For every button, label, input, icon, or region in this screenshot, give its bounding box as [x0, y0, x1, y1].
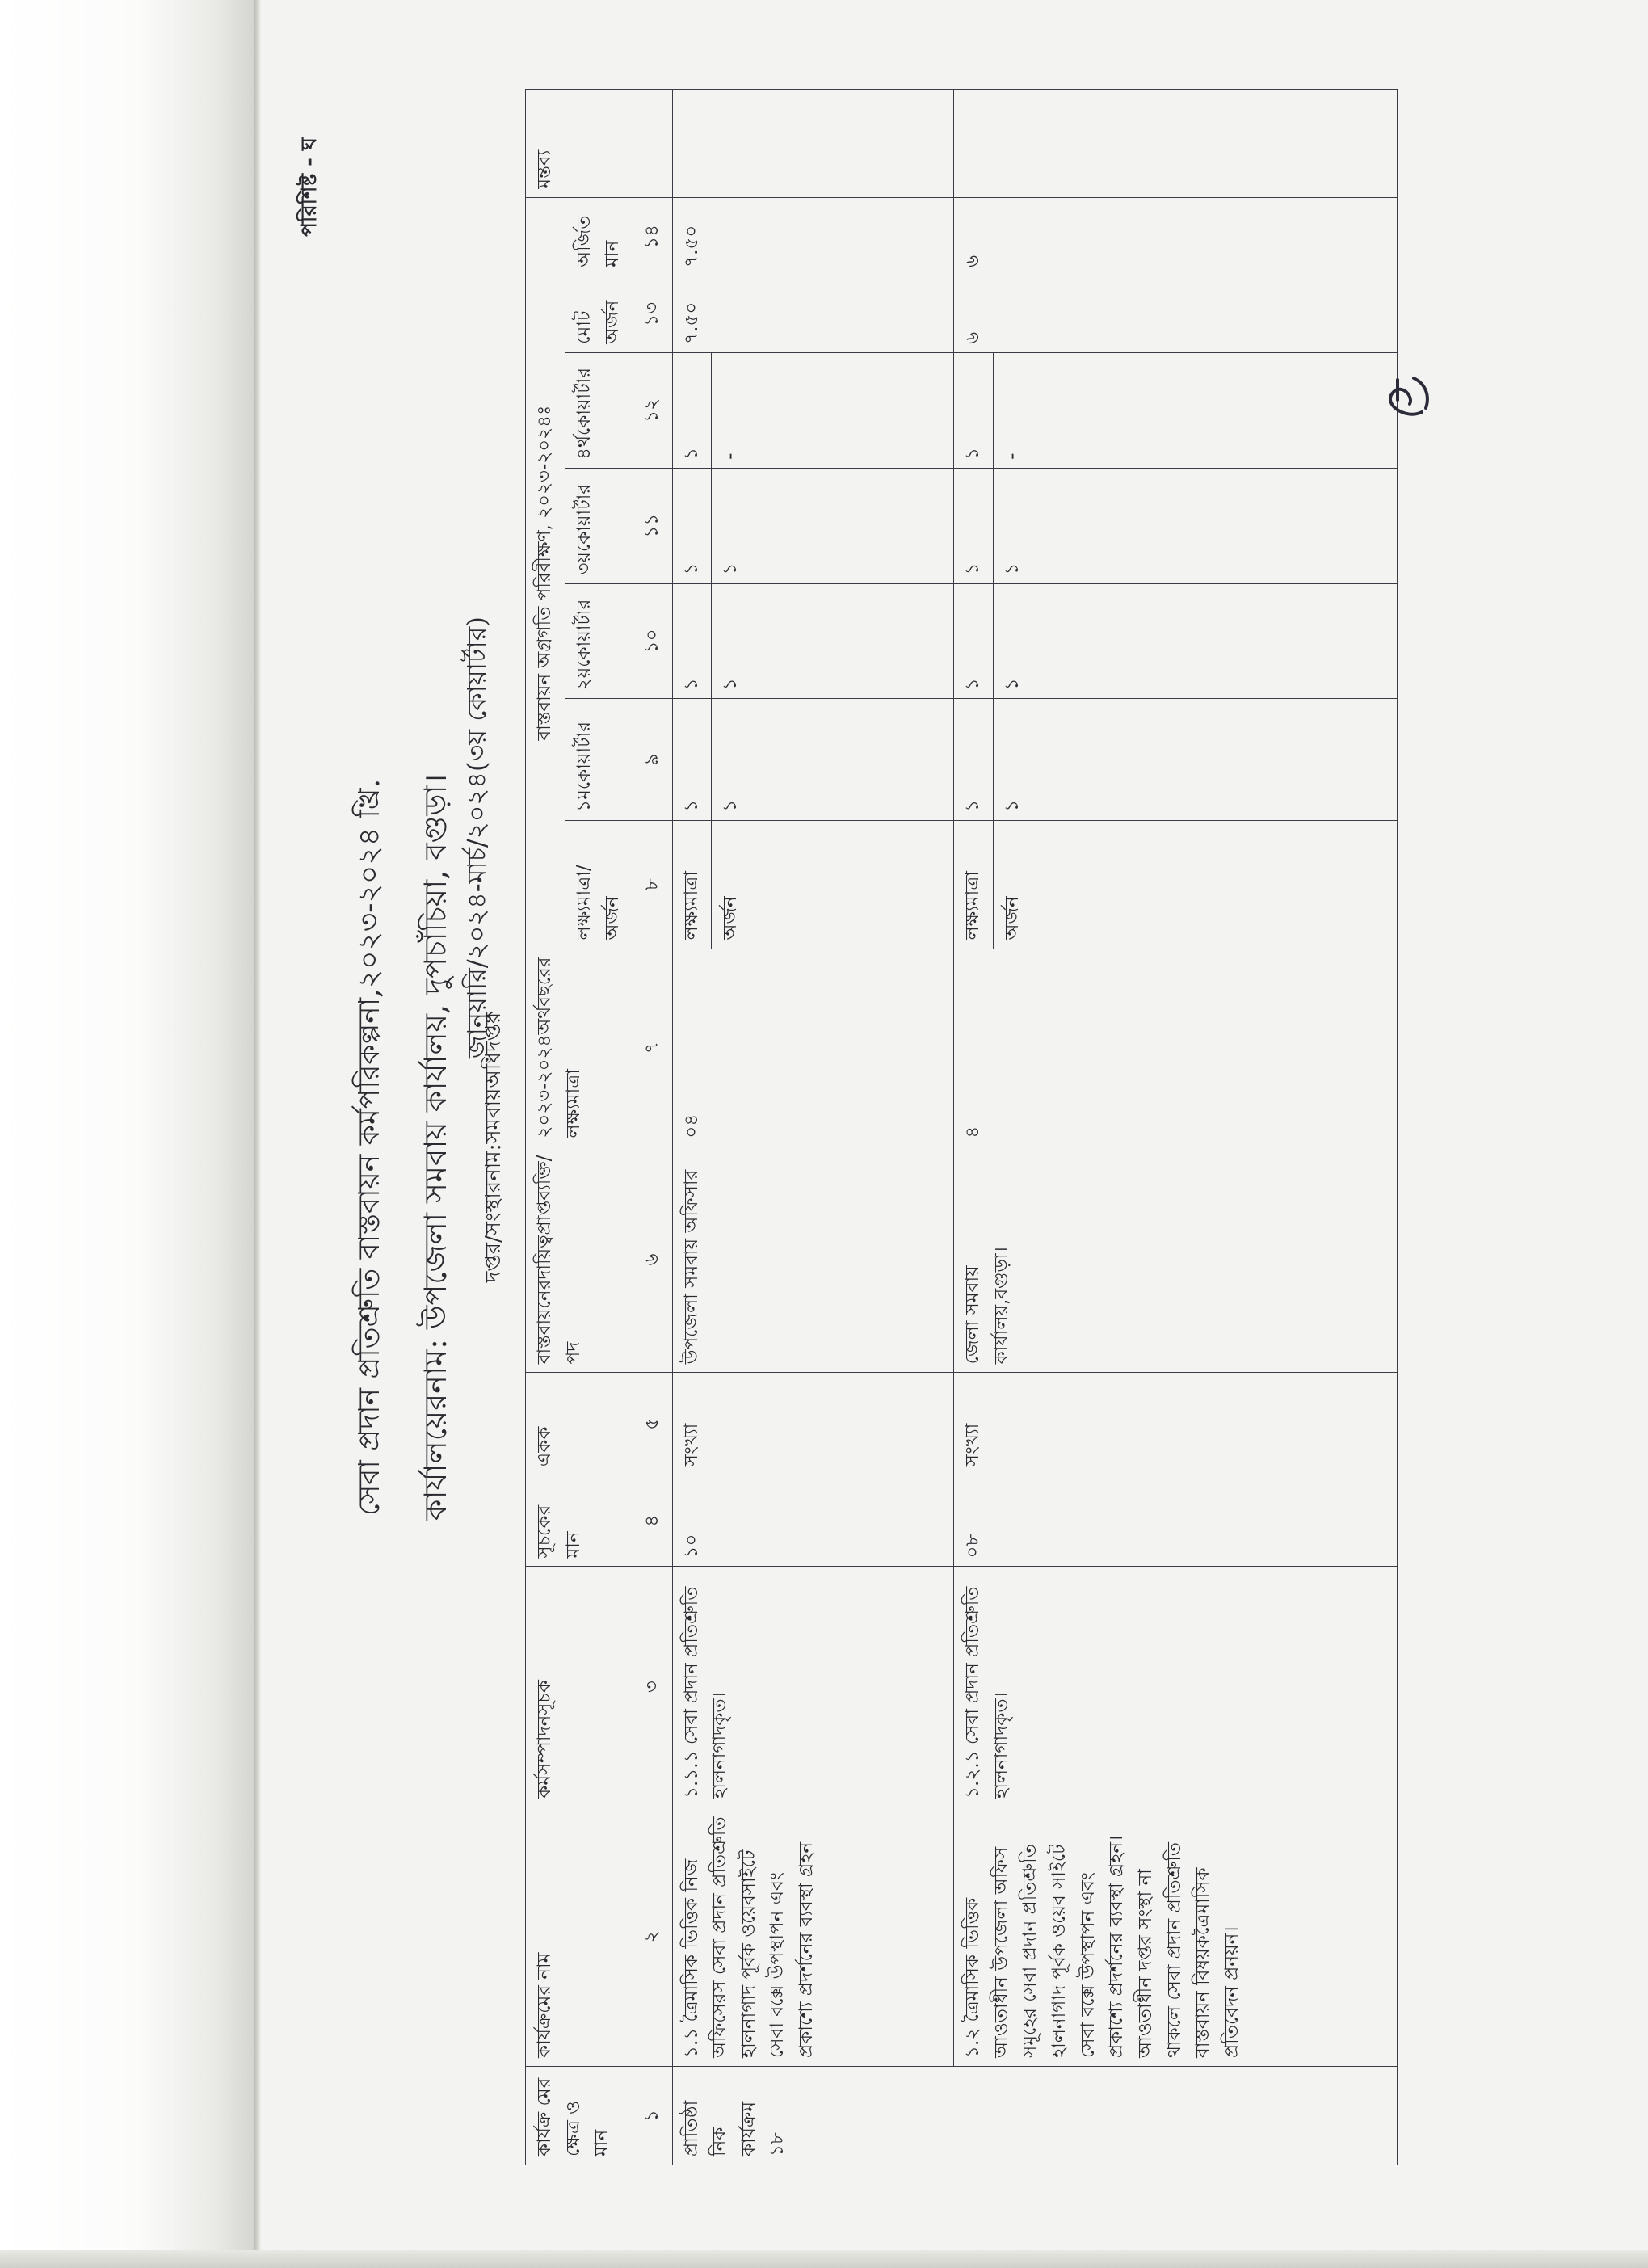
header-row-1	[526, 90, 565, 2165]
annual-target-cell: ৪	[954, 949, 1398, 1147]
col-number: ৪	[633, 1475, 672, 1567]
header-target-achievement: লক্ষ্যমাত্রা/অর্জন	[565, 820, 633, 949]
area-name: প্রাতিষ্ঠা নিক কার্যক্রম	[680, 2100, 759, 2156]
header-remarks: মন্তব্য	[526, 90, 633, 198]
achievement-label-cell: অর্জন	[712, 820, 954, 949]
header-unit: একক	[526, 1373, 633, 1475]
header-indicator-value: সূচকের মান	[526, 1475, 633, 1567]
indicator-cell: ১.১.১ সেবা প্রদান প্রতিশ্রুতি হালনাগাদকৃত।	[672, 1567, 954, 1807]
total-cell: ৬	[954, 276, 1398, 352]
header-area: কার্যক্র মের ক্ষেত্র ও মান	[526, 2066, 633, 2165]
header-total: মোট অর্জন	[565, 276, 633, 352]
header-indicator: কর্মসম্পাদনসূচক	[526, 1567, 633, 1807]
col-number-empty	[633, 90, 672, 198]
col-number: ১২	[633, 352, 672, 468]
responsible-cell: জেলা সমবায় কার্যালয়,বগুড়া।	[954, 1147, 1398, 1373]
target-q2-cell: ১	[954, 583, 994, 699]
department-name: দপ্তর/সংস্থারনাম:সমবায়অধিদপ্তর	[481, 1012, 506, 1283]
achievement-q3-cell: ১	[993, 468, 1397, 583]
col-number: ১	[633, 2066, 672, 2165]
header-q3: ৩য়কোয়ার্টার	[565, 468, 633, 583]
target-q3-cell: ১	[672, 468, 712, 583]
col-number: ১১	[633, 468, 672, 583]
header-progress-group: বাস্তবায়ন অগ্রগতি পরিবীক্ষণ, ২০২৩-২০২৪ঃ	[526, 197, 565, 949]
header-q1: ১মকোয়ার্টার	[565, 699, 633, 821]
activity-cell: ১.২ ত্রৈমাসিক ভিত্তিক আওতাধীন উপজেলা অফিস সমূহের সেবা প্রদান প্রতিশ্রুতি হালনাগাদ পূর্বক ওয়েব সাইটে সেবা বক্সে উপস্থাপন এবং প্রকাশ্যে প্রদর্শনের ব্যবস্থা গ্রহন।আওতাধীন দপ্তর সংস্থা না থাকলে সেবা প্রদান প্রতিশ্রুতি বাস্তবায়ন বিষয়কত্রৈমাসিক প্রতিবেদন প্রনয়ন।	[954, 1807, 1398, 2066]
annual-target-cell: ০৪	[672, 949, 954, 1147]
office-name: কার্যালয়েরনাম: উপজেলা সমবায় কার্যালয়, দুপচাঁচিয়া, বগুড়া।	[418, 773, 453, 1521]
activity-cell: ১.১ ত্রৈমাসিক ভিত্তিক নিজ অফিসেরস সেবা প্রদান প্রতিশ্রুতি হালনাগাদ পূর্বক ওয়েবসাইটে সেবা বক্সে উপস্থাপন এবং প্রকাশ্যে প্রদর্শনের ব্যবস্থা গ্রহন	[672, 1807, 954, 2066]
indicator-cell: ১.২.১ সেবা প্রদান প্রতিশ্রুতি হালনাগাদকৃত।	[954, 1567, 1398, 1807]
remarks-cell	[672, 90, 954, 198]
achievement-q1-cell: ১	[993, 699, 1397, 821]
remarks-cell	[954, 90, 1398, 198]
col-number: ৭	[633, 949, 672, 1147]
total-cell: ৭.৫০	[672, 276, 954, 352]
document-page	[291, 40, 1616, 2254]
target-label-cell: লক্ষ্যমাত্রা	[672, 820, 712, 949]
unit-cell: সংখ্যা	[672, 1373, 954, 1475]
achieved-cell: ৬	[954, 197, 1398, 276]
page-edge-shadow	[254, 0, 261, 2268]
col-number: ৮	[633, 820, 672, 949]
header-activity: কার্যক্রমের নাম	[526, 1807, 633, 2066]
target-q1-cell: ১	[672, 699, 712, 821]
col-number: ১০	[633, 583, 672, 699]
target-q4-cell: ১	[672, 352, 712, 468]
header-responsible: বাস্তবায়নেরদায়িত্বপ্রাপ্তব্যক্তি/পদ	[526, 1147, 633, 1373]
col-number: ৯	[633, 699, 672, 821]
col-number: ৩	[633, 1567, 672, 1807]
header-q2: ২য়কোয়ার্টার	[565, 583, 633, 699]
signature-initial	[1373, 364, 1438, 428]
target-q1-cell: ১	[954, 699, 994, 821]
header-q4: ৪র্থকোয়ার্টার	[565, 352, 633, 468]
column-number-row	[633, 90, 672, 2165]
target-q4-cell: ১	[954, 352, 994, 468]
responsible-cell: উপজেলা সমবায় অফিসার	[672, 1147, 954, 1373]
achievement-q3-cell: ১	[712, 468, 954, 583]
col-number: ২	[633, 1807, 672, 2066]
table-row	[672, 90, 712, 2165]
appendix-label: পরিশিষ্ট - ঘ	[297, 137, 322, 237]
achieved-cell: ৭.৫০	[672, 197, 954, 276]
achievement-q1-cell: ১	[712, 699, 954, 821]
table-row	[954, 90, 994, 2165]
plan-title: সেবা প্রদান প্রতিশ্রুতি বাস্তবায়ন কর্মপরিকল্পনা,২০২৩-২০২৪ খ্রি.	[353, 778, 386, 1517]
col-number: ৬	[633, 1147, 672, 1373]
header-achieved-value: অর্জিত মান	[565, 197, 633, 276]
target-label-cell: লক্ষ্যমাত্রা	[954, 820, 994, 949]
achievement-label-cell: অর্জন	[993, 820, 1397, 949]
work-plan-table	[525, 89, 1398, 2165]
header-annual-target: ২০২৩-২০২৪অর্থবছরের লক্ষ্যমাত্রা	[526, 949, 633, 1147]
col-number: ১৪	[633, 197, 672, 276]
target-q2-cell: ১	[672, 583, 712, 699]
achievement-q2-cell: ১	[712, 583, 954, 699]
unit-cell: সংখ্যা	[954, 1373, 1398, 1475]
col-number: ১৩	[633, 276, 672, 352]
indicator-value-cell: ১০	[672, 1475, 954, 1567]
area-cell	[672, 2066, 1397, 2165]
col-number: ৫	[633, 1373, 672, 1475]
achievement-q2-cell: ১	[993, 583, 1397, 699]
reporting-period: জানুয়ারি/২০২৪-মার্চ/২০২৪(৩য় কোয়ার্টার)	[461, 616, 492, 1058]
achievement-q4-cell: -	[712, 352, 954, 468]
achievement-q4-cell: -	[993, 352, 1397, 468]
target-q3-cell: ১	[954, 468, 994, 583]
area-value: ১৮	[767, 2132, 788, 2156]
binder-margin	[0, 0, 254, 2268]
indicator-value-cell: ০৮	[954, 1475, 1398, 1567]
